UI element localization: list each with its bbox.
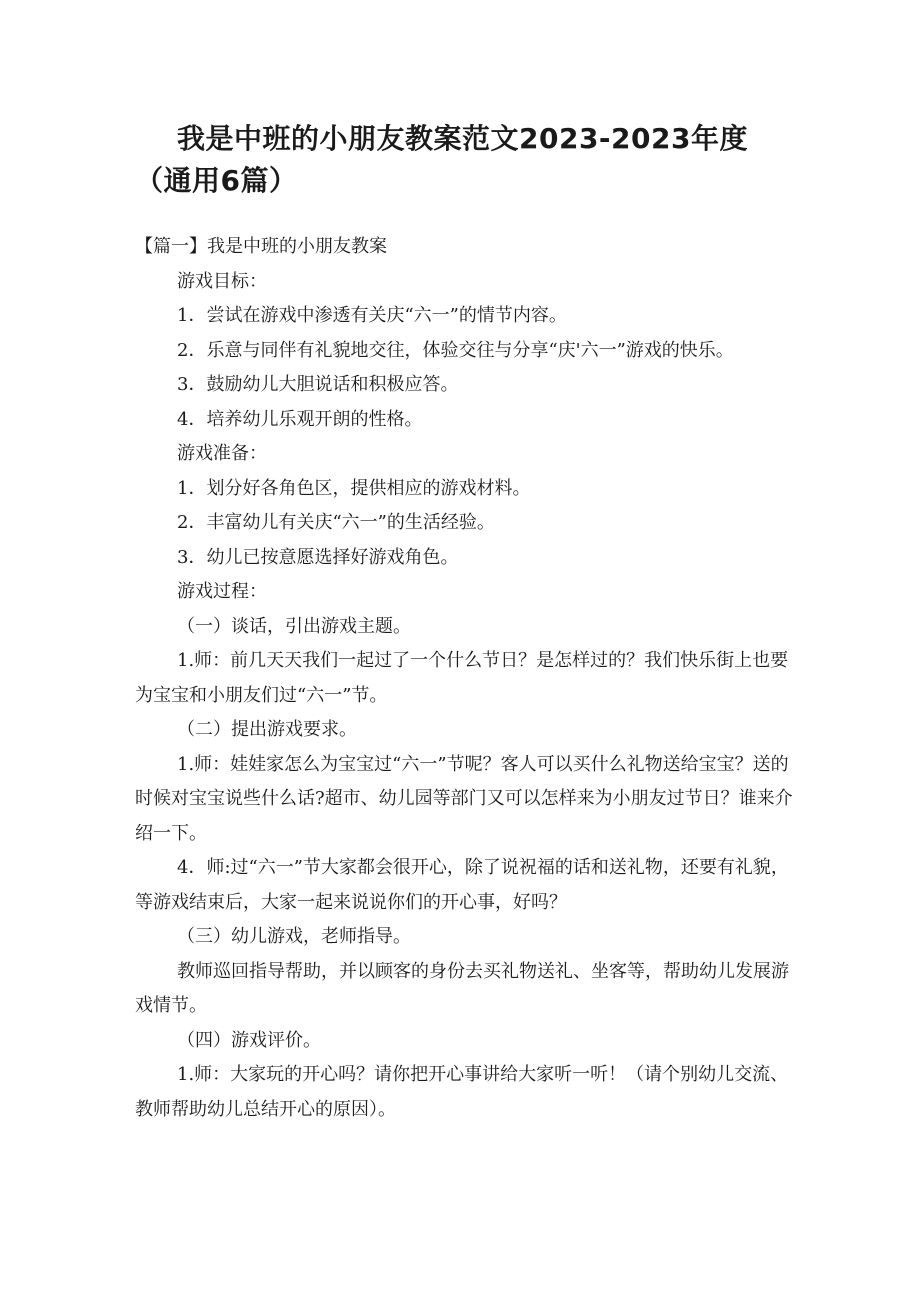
paragraph: 游戏过程：: [177, 581, 267, 602]
paragraph: 1.师：娃娃家怎么为宝宝过“六一”节呢？客人可以买什么礼物送给宝宝？送的时候对宝宝说些什么话?超市、幼儿园等部门又可以怎样来为小朋友过节日？谁来介绍一下。: [135, 753, 793, 844]
paragraph: 2．丰富幼儿有关庆“六一”的生活经验。: [177, 512, 495, 533]
document-title: 我是中班的小朋友教案范文2023-2023年度（通用6篇）: [135, 122, 748, 197]
paragraph: 教师巡回指导帮助，并以顾客的身份去买礼物送礼、坐客等，帮助幼儿发展游戏情节。: [135, 960, 789, 1016]
paragraph: 1.师：大家玩的开心吗？请你把开心事讲给大家听一听！（请个别幼儿交流、教师帮助幼儿总结开心的原因）。: [135, 1064, 789, 1120]
paragraph: 2．乐意与同伴有礼貌地交往，体验交往与分享“庆'六一”游戏的快乐。: [177, 339, 734, 361]
paragraph: 游戏准备：: [177, 443, 267, 464]
paragraph: 1．尝试在游戏中渗透有关庆“六一”的情节内容。: [177, 305, 567, 326]
paragraph: 游戏目标：: [177, 270, 267, 292]
paragraph: 1．划分好各角色区，提供相应的游戏材料。: [177, 477, 531, 499]
paragraph: 3．鼓励幼儿大胆说话和积极应答。: [177, 374, 459, 395]
paragraph: 4．培养幼儿乐观开朗的性格。: [177, 408, 423, 430]
paragraph: （三）幼儿游戏，老师指导。: [177, 926, 411, 947]
section-heading: 【篇一】我是中班的小朋友教案: [135, 236, 387, 257]
paragraph: （四）游戏评价。: [177, 1029, 321, 1051]
paragraph: 4．师:过“六一”节大家都会很开心，除了说祝福的话和送礼物，还要有礼貌，等游戏结束后，大家一起来说说你们的开心事，好吗？: [135, 857, 789, 913]
paragraph: （二）提出游戏要求。: [177, 719, 357, 740]
document-body: [135, 230, 795, 1127]
paragraph: 3．幼儿已按意愿选择好游戏角色。: [177, 546, 459, 568]
paragraph: （一）谈话，引出游戏主题。: [177, 615, 411, 637]
paragraph: 1.师：前几天天我们一起过了一个什么节日？是怎样过的？我们快乐街上也要为宝宝和小朋友们过“六一”节。: [135, 650, 789, 706]
